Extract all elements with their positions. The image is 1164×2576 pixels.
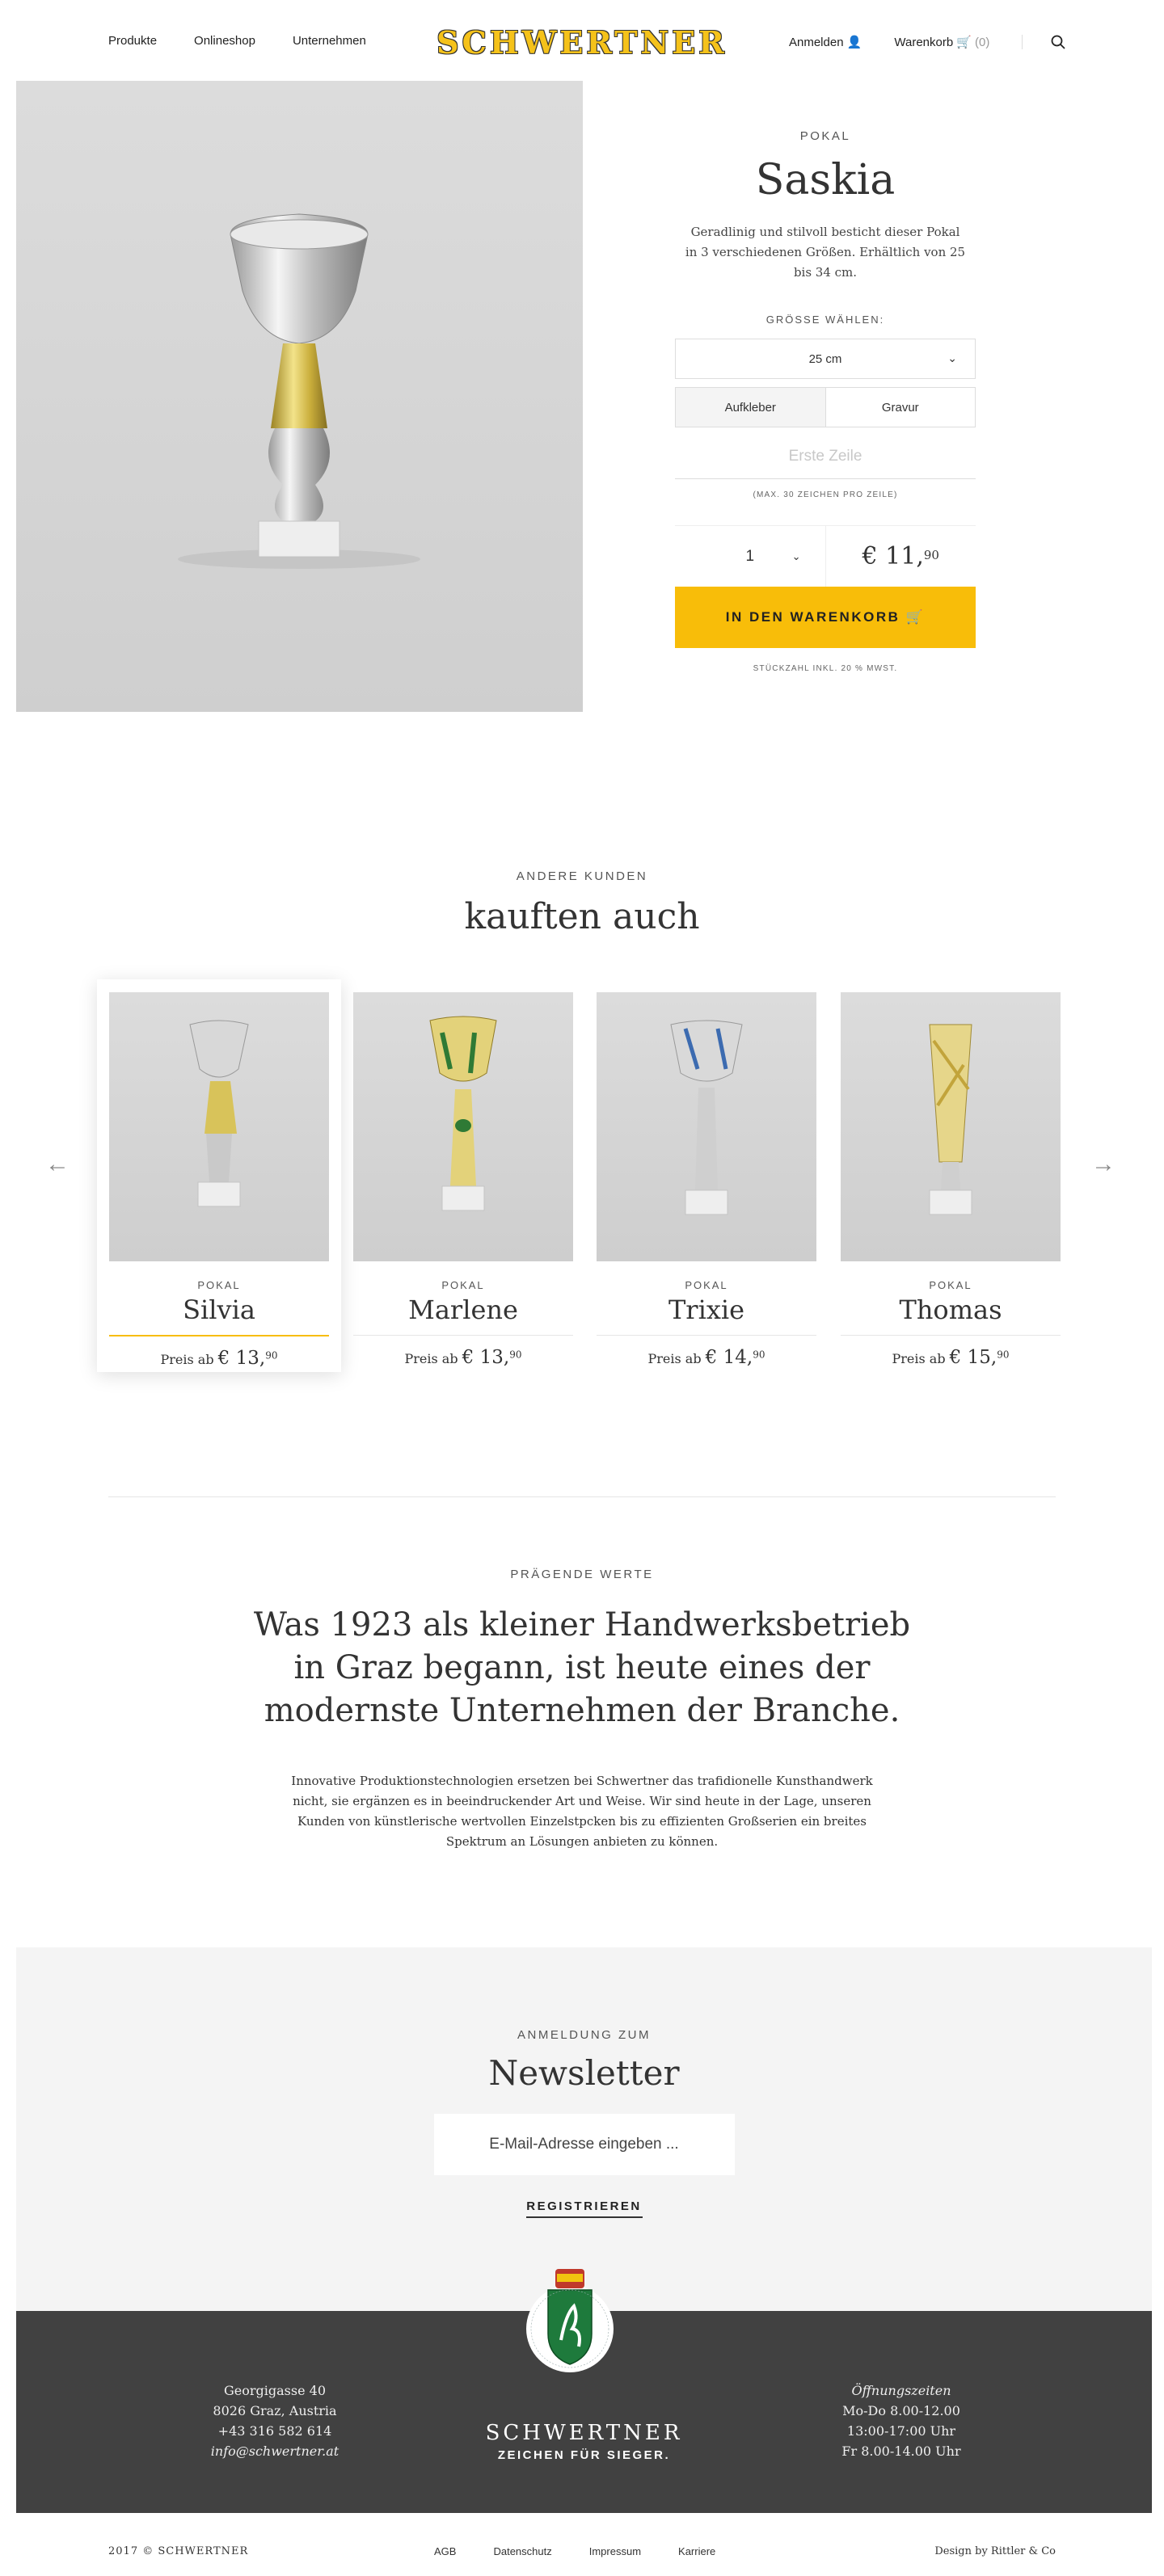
login-link[interactable]: Anmelden 👤 — [789, 36, 862, 49]
personalization-tabs — [675, 387, 976, 427]
quantity-select[interactable] — [675, 526, 826, 587]
price-prefix: Preis ab — [404, 1351, 458, 1366]
product-card[interactable] — [353, 992, 573, 1368]
hours-line: Mo-Do 8.00-12.00 — [842, 2403, 960, 2418]
price-main: € 13, — [462, 1347, 510, 1368]
card-price — [597, 1347, 816, 1368]
chevron-down-icon: ⌄ — [791, 550, 801, 562]
price-main: € 15, — [949, 1347, 997, 1368]
arrow-right-icon[interactable]: → — [1091, 1151, 1116, 1177]
site-header — [0, 0, 1164, 81]
product-description: Geradlinig und stilvoll besticht dieser Pokal in 3 verschiedenen Größen. Erhältlich von 25 bis 34 cm. — [685, 225, 966, 280]
tab-aufkleber[interactable]: Aufkleber — [676, 388, 826, 427]
price-prefix: Preis ab — [160, 1352, 214, 1367]
size-select[interactable] — [675, 339, 976, 379]
price-prefix: Preis ab — [892, 1351, 946, 1366]
vat-note: STÜCKZAHL INKL. 20 % MWST. — [753, 664, 898, 673]
trophy-illustration — [16, 81, 583, 712]
section-divider — [108, 1496, 1056, 1497]
cart-link[interactable] — [894, 35, 989, 49]
site-logo[interactable]: SCHWERTNER — [436, 24, 728, 61]
nav-onlineshop[interactable]: Onlineshop — [194, 34, 255, 48]
also-bought-heading: kauften auch — [464, 896, 700, 937]
add-to-cart-button[interactable]: IN DEN WARENKORB 🛒 — [675, 587, 976, 648]
address-street: Georgigasse 40 — [223, 2383, 326, 2398]
product-card[interactable] — [597, 992, 816, 1368]
product-card-image — [841, 992, 1061, 1261]
user-nav — [789, 34, 1066, 50]
design-credit[interactable]: Design by Rittler & Co — [934, 2545, 1056, 2557]
footer-logo — [469, 2421, 699, 2462]
footer-tagline: ZEICHEN FÜR SIEGER. — [497, 2448, 671, 2462]
also-bought-section — [0, 869, 1164, 1395]
link-agb[interactable]: AGB — [434, 2545, 457, 2557]
values-headline: Was 1923 als kleiner Handwerksbetrieb in Graz begann, ist heute eines der modernste Unternehmen der Branche. — [253, 1606, 911, 1729]
card-category: POKAL — [441, 1279, 485, 1291]
values-body: Innovative Produktionstechnologien ersetzen bei Schwertner das trafidionelle Kunsthandwerk nicht, sie ergänzen es in beeindruckender Art und Weise. Wir sind heute in der Lage, unseren Kunden von künstlerische wertvollen Einzelstpcken bis zu effizienten Großserien ein breites Spektrum an Lösungen anbieten zu können. — [291, 1774, 873, 1849]
price-cents: 90 — [923, 547, 939, 562]
price-cents: 90 — [265, 1349, 278, 1362]
character-hint: (MAX. 30 ZEICHEN PRO ZEILE) — [753, 490, 898, 499]
product-title: Saskia — [755, 156, 896, 204]
address-email[interactable]: info@schwertner.at — [210, 2443, 340, 2459]
price-main: € 14, — [705, 1347, 753, 1368]
values-eyebrow: PRÄGENDE WERTE — [510, 1568, 654, 1581]
cart-label: Warenkorb 🛒 — [894, 36, 972, 49]
size-value: 25 cm — [808, 351, 842, 366]
card-name: Thomas — [841, 1294, 1061, 1336]
chevron-down-icon: ⌄ — [947, 351, 957, 364]
price-cents: 90 — [753, 1349, 765, 1361]
email-field[interactable] — [434, 2114, 735, 2175]
price-cents: 90 — [509, 1349, 522, 1361]
newsletter-section — [16, 1947, 1152, 2311]
copyright: 2017 © SCHWERTNER — [108, 2545, 249, 2557]
address-city: 8026 Graz, Austria — [213, 2403, 337, 2418]
nav-unternehmen[interactable]: Unternehmen — [292, 34, 366, 48]
register-button[interactable]: REGISTRIEREN — [526, 2199, 643, 2218]
hours-title: Öffnungszeiten — [851, 2383, 951, 2398]
card-name: Trixie — [597, 1294, 816, 1336]
card-price — [353, 1347, 573, 1368]
card-category: POKAL — [929, 1279, 972, 1291]
hours-line: Fr 8.00-14.00 Uhr — [841, 2443, 961, 2459]
newsletter-title: Newsletter — [488, 2053, 680, 2093]
product-card[interactable] — [841, 992, 1061, 1368]
main-nav — [108, 34, 366, 48]
footer-wordmark: SCHWERTNER — [485, 2421, 683, 2445]
card-category: POKAL — [685, 1279, 728, 1291]
card-price — [109, 1348, 329, 1369]
product-card-image — [597, 992, 816, 1261]
address-phone[interactable]: +43 316 582 614 — [217, 2423, 332, 2439]
link-datenschutz[interactable]: Datenschutz — [493, 2545, 552, 2557]
link-impressum[interactable]: Impressum — [588, 2545, 642, 2557]
product-card-image — [353, 992, 573, 1261]
footer-address — [194, 2380, 356, 2461]
tab-gravur[interactable]: Gravur — [881, 400, 919, 415]
card-name: Marlene — [353, 1294, 573, 1336]
price-prefix: Preis ab — [647, 1351, 702, 1366]
hours-line: 13:00-17:00 Uhr — [846, 2423, 956, 2439]
legal-links — [434, 2545, 715, 2557]
card-price — [841, 1347, 1061, 1368]
product-details — [675, 129, 976, 673]
bottom-bar — [0, 2537, 1164, 2561]
nav-divider — [1022, 35, 1023, 49]
product-image — [16, 81, 583, 712]
card-name: Silvia — [109, 1294, 329, 1336]
link-karriere[interactable]: Karriere — [678, 2545, 716, 2557]
product-category: POKAL — [799, 129, 851, 143]
card-category: POKAL — [197, 1279, 241, 1291]
price-main: € 11, — [862, 542, 924, 570]
product-price — [826, 526, 976, 587]
newsletter-eyebrow: ANMELDUNG ZUM — [517, 2028, 651, 2042]
arrow-left-icon[interactable]: ← — [45, 1151, 70, 1177]
footer-hours — [812, 2380, 990, 2461]
also-bought-eyebrow: ANDERE KUNDEN — [516, 869, 648, 883]
price-cents: 90 — [997, 1349, 1010, 1361]
state-crest-icon — [525, 2262, 614, 2384]
values-section — [0, 1568, 1164, 1852]
product-card-image — [109, 992, 329, 1261]
quantity-price-row — [675, 525, 976, 587]
nav-produkte[interactable]: Produkte — [108, 34, 158, 48]
size-label: GRÖSSE WÄHLEN: — [765, 314, 885, 326]
price-main: € 13, — [217, 1348, 266, 1369]
product-card[interactable] — [109, 992, 329, 1369]
search-icon[interactable] — [1050, 34, 1066, 50]
first-line-input[interactable] — [675, 434, 976, 479]
quantity-value: 1 — [745, 547, 755, 565]
cart-count: (0) — [975, 36, 990, 49]
